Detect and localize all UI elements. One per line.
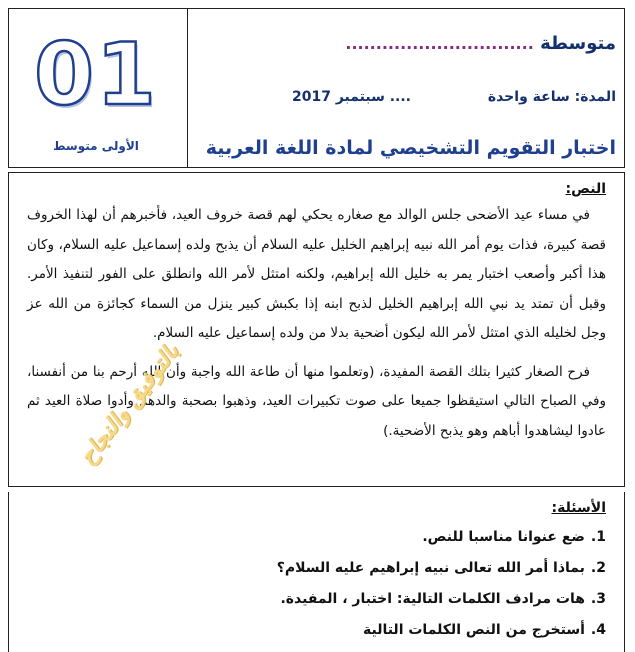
exam-title: اختبار التقويم التشخيصي لمادة اللغة العربية [205, 137, 616, 159]
text-paragraph: فرح الصغار كثيرا بتلك القصة المفيدة، (وتعلموا منها أن طاعة الله واجبة وأن الله أرحم بنا من أنفسنا، وفي الصباح التالي استيقظوا جميعا على صوت تكبيرات العيد، وذهبوا بصحبة والدهم وأدوا صلاة العيد ثم عادوا ليشاهدوا أباهم وهو يذبح الأضحية.) [27, 363, 606, 439]
question-number: 4. [590, 622, 606, 638]
questions-heading: الأسئلة: [551, 500, 606, 516]
question-item [27, 553, 606, 584]
question-item [27, 522, 606, 553]
questions-section [8, 492, 625, 652]
exam-date: .... سبتمبر 2017 [292, 89, 411, 105]
good-luck-watermark: بالتوفيق والنجاح [73, 338, 185, 470]
level-badge [21, 15, 171, 165]
exam-meta-row [196, 89, 616, 113]
text-paragraph: في مساء عيد الأضحى جلس الوالد مع صغاره يحكي لهم قصة خروف العيد، فأخبرهم أن لهذا الخروف قصة كبيرة، فذات يوم أمر الله نبيه إبراهيم الخليل عليه السلام أن يذبح ولده إسماعيل عليه السلام، وكان هذا أكبر وأصعب اختبار يمر به خليل الله إبراهيم، ولكنه امتثل لأمر الله وانطلق على الفور لتنفيذ الأمر. وقبل أن تمتد يد نبي الله إبراهيم الخليل لذبح ابنه إذا بكبش كبير ينزل من السماء كجائزة من الله عز وجل لخليله الذي امتثل لأمر الله ليكون أضحية بدلا من ولده إسماعيل عليه السلام. [27, 207, 606, 341]
question-number: 3. [590, 591, 606, 607]
school-name-blank: ............................... [345, 34, 534, 53]
question-text: ضع عنوانا مناسبا للنص. [422, 529, 585, 545]
school-level-label: متوسطة [540, 33, 616, 54]
text-heading: النص: [565, 181, 606, 197]
questions-list [27, 522, 606, 646]
badge-label: الأولى متوسط [53, 139, 139, 153]
question-number: 1. [590, 529, 606, 545]
exam-header [8, 8, 625, 168]
question-text: بماذا أمر الله تعالى نبيه إبراهيم عليه السلام؟ [276, 560, 585, 576]
header-divider [187, 9, 188, 167]
question-text: هات مرادف الكلمات التالية: اختبار ، المفيدة. [280, 591, 585, 607]
question-item [27, 615, 606, 646]
school-level-row [196, 33, 616, 54]
exam-duration: المدة: ساعة واحدة [487, 89, 616, 105]
question-text: أستخرج من النص الكلمات التالية [363, 622, 585, 638]
question-number: 2. [590, 560, 606, 576]
badge-number: 01 [34, 25, 158, 125]
question-item [27, 584, 606, 615]
